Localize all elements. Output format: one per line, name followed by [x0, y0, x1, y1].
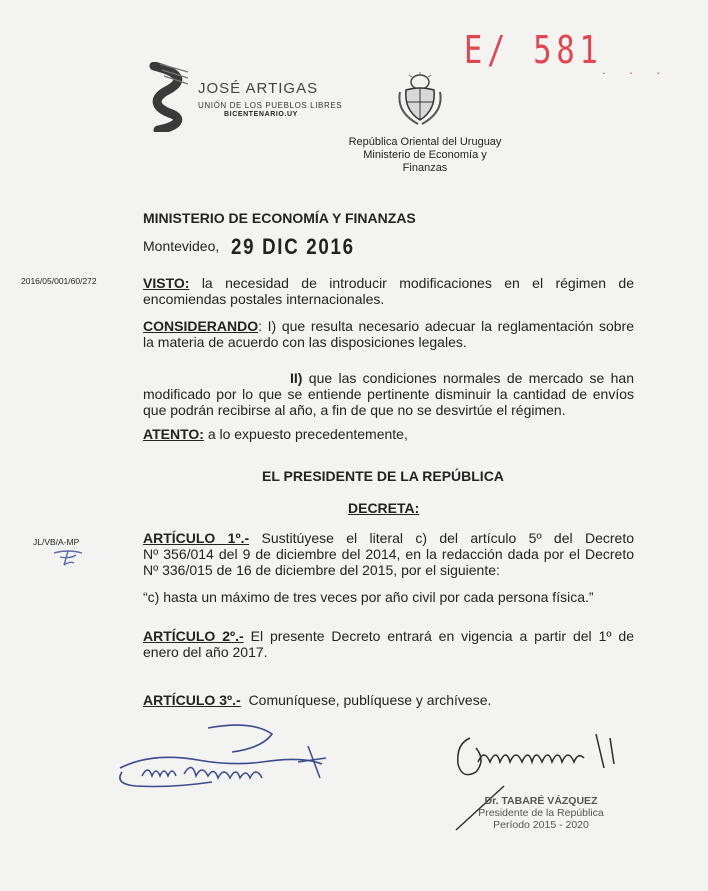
- country-name: República Oriental del Uruguay: [348, 136, 502, 148]
- articulo-1-label: ARTÍCULO 1º.-: [143, 530, 250, 546]
- considerando-ii-line-1: [290, 370, 634, 386]
- considerando-text-2: la materia de acuerdo con las disposiciones legales.: [143, 334, 467, 350]
- file-reference: 2016/05/001/60/272: [21, 276, 97, 286]
- considerando-ii-text-2: modificado por lo que se entiende pertinente disminuir la cantidad de envíos: [143, 386, 634, 402]
- president-title: Presidente de la República: [478, 807, 604, 819]
- file-number-stamp: E/ 581: [464, 28, 603, 72]
- visto-line-1: [143, 275, 634, 291]
- stamp-dots: . . .: [602, 62, 671, 77]
- considerando-text-1: : I) que resulta necesario adecuar la reglamentación sobre: [258, 318, 634, 334]
- ministry-heading: MINISTERIO DE ECONOMÍA Y FINANZAS: [143, 210, 416, 226]
- articulo-3-label: ARTÍCULO 3º.-: [143, 692, 241, 708]
- bicentenario-logo-text: [198, 80, 342, 118]
- date-stamp: 29 DIC 2016: [231, 234, 355, 259]
- logo-title: JOSÉ ARTIGAS: [198, 80, 319, 97]
- ministry-name-small: Ministerio de Economía y Finanzas: [363, 149, 487, 174]
- articulo-2-text-2: enero del año 2017.: [143, 644, 268, 660]
- articulo-1-line-1: [143, 530, 634, 546]
- articulo-2-text-1: El presente Decreto entrará en vigencia a partir del 1º de: [250, 628, 634, 644]
- president-period: Período 2015 - 2020: [493, 819, 589, 831]
- articulo-1-text-3: Nº 336/015 de 16 de diciembre del 2015, por el siguiente:: [143, 562, 500, 578]
- place-date-line: [143, 234, 377, 259]
- considerando-ii-label: II): [290, 370, 303, 386]
- atento-label: ATENTO:: [143, 426, 204, 442]
- atento-text: a lo expuesto precedentemente,: [207, 426, 408, 442]
- initials-scribble-icon: [50, 547, 86, 569]
- president-signature-block: [478, 795, 604, 831]
- president-heading: EL PRESIDENTE DE LA REPÚBLICA: [262, 468, 504, 484]
- articulo-2-line-1: [143, 628, 634, 644]
- articulo-3-text: Comuníquese, publíquese y archívese.: [248, 692, 492, 708]
- articulo-1-quote: “c) hasta un máximo de tres veces por año civil por cada persona física.”: [143, 589, 594, 605]
- logo-website: BICENTENARIO.UY: [224, 111, 298, 118]
- initials-reference: JL/VB/A-MP: [33, 537, 80, 547]
- considerando-ii-text-1: que las condiciones normales de mercado se han: [308, 370, 635, 386]
- visto-label: VISTO:: [143, 275, 190, 291]
- president-name: Dr. TABARÉ VÁZQUEZ: [484, 795, 598, 807]
- atento-line: [143, 426, 408, 442]
- visto-text-2: encomiendas postales internacionales.: [143, 291, 385, 307]
- decreta-heading: DECRETA:: [348, 500, 420, 516]
- considerando-line-1: [143, 318, 634, 334]
- considerando-ii-text-3: que podrán recibirse al año, a fin de que no se desvirtúe el régimen.: [143, 402, 566, 418]
- articulo-1-text-2: Nº 356/014 del 9 de diciembre del 2014, en la redacción dada por el Decreto: [143, 546, 634, 562]
- logo-subtitle: UNIÓN DE LOS PUEBLOS LIBRES: [198, 101, 343, 110]
- place: Montevideo,: [143, 238, 220, 254]
- letterhead-country: [340, 136, 510, 175]
- coat-of-arms-icon: [396, 72, 444, 126]
- articulo-2-label: ARTÍCULO 2º.-: [143, 628, 244, 644]
- articulo-1-text-1: Sustitúyese el literal c) del artículo 5º del Decreto: [261, 530, 635, 546]
- minister-signature-icon: [112, 722, 337, 802]
- articulo-3-line: [143, 692, 491, 708]
- visto-text-1: la necesidad de introducir modificaciones en el régimen de: [201, 275, 634, 291]
- bicentenario-logo-icon: [148, 62, 192, 132]
- considerando-label: CONSIDERANDO: [143, 318, 259, 334]
